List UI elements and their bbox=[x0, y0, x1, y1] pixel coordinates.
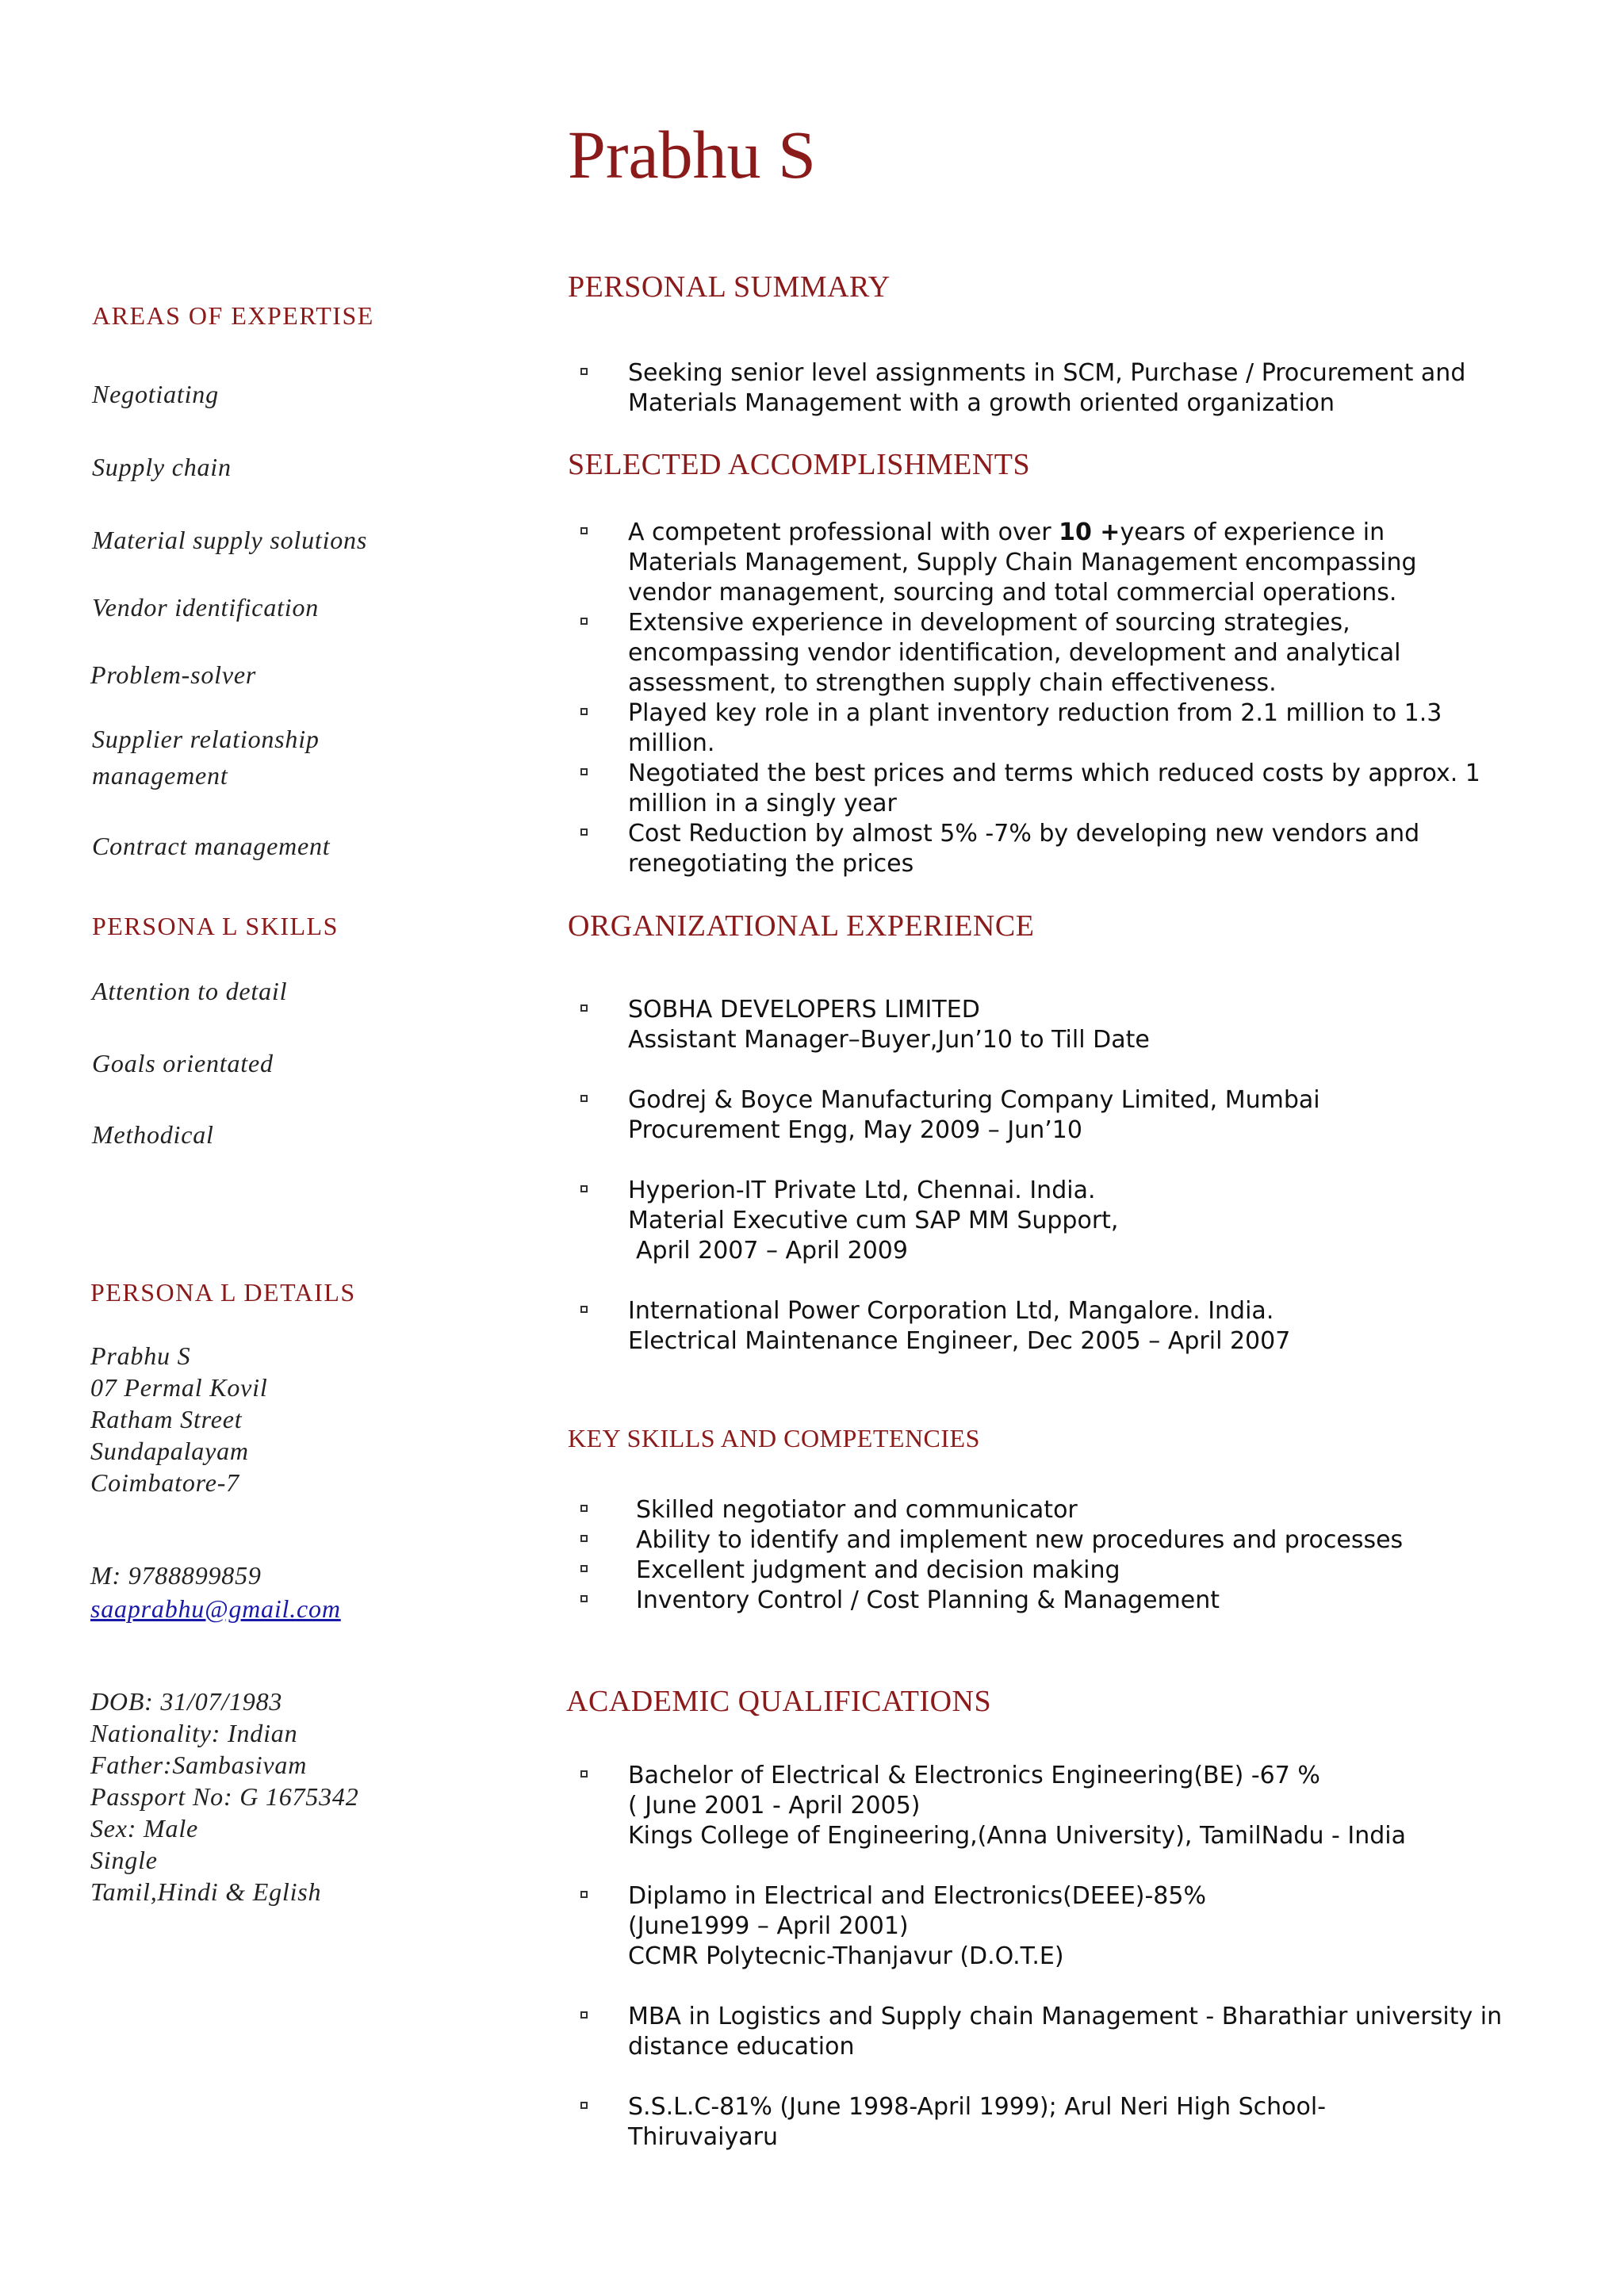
expertise-item: Material supply solutions bbox=[92, 526, 368, 554]
address-line: 07 Permal Kovil bbox=[90, 1373, 268, 1402]
email-link[interactable]: saaprabhu@gmail.com bbox=[90, 1594, 341, 1623]
accomplishments-list bbox=[580, 518, 1480, 879]
expertise-item: Supplier relationship management bbox=[92, 725, 320, 790]
contact-block bbox=[90, 1559, 341, 1625]
list-item: Inventory Control / Cost Planning & Management bbox=[580, 1586, 1403, 1616]
address-block bbox=[90, 1340, 268, 1498]
square-bullet-icon bbox=[580, 1770, 588, 1777]
mobile-number: M: 9788899859 bbox=[90, 1561, 262, 1590]
key-skills-heading: KEY SKILLS AND COMPETENCIES bbox=[568, 1424, 980, 1452]
square-bullet-icon bbox=[580, 1535, 588, 1542]
selected-accomplishments-heading: SELECTED ACCOMPLISHMENTS bbox=[568, 448, 1031, 481]
list-item: S.S.L.C-81% (June 1998-April 1999); Arul Neri High School- Thiruvaiyaru bbox=[580, 2092, 1502, 2152]
list-item: Cost Reduction by almost 5% -7% by developing new vendors and renegotiating the prices bbox=[580, 819, 1480, 879]
square-bullet-icon bbox=[580, 1095, 588, 1102]
square-bullet-icon bbox=[580, 618, 588, 625]
list-item: Diplamo in Electrical and Electronics(DEEE)-85% (June1999 – April 2001) CCMR Polytecnic-Thanjavur (D.O.T.E) bbox=[580, 1881, 1502, 1972]
square-bullet-icon bbox=[580, 1185, 588, 1192]
resume-name: Prabhu S bbox=[568, 117, 816, 193]
personal-skills-heading: PERSONA L SKILLS bbox=[92, 912, 339, 940]
expertise-item: Problem-solver bbox=[90, 660, 257, 689]
summary-list bbox=[580, 358, 1465, 419]
list-item: Hyperion-IT Private Ltd, Chennai. India. Material Executive cum SAP MM Support, April 2007 – April 2009 bbox=[580, 1176, 1320, 1266]
organizational-experience-heading: ORGANIZATIONAL EXPERIENCE bbox=[568, 909, 1035, 943]
expertise-item: Contract management bbox=[92, 832, 331, 860]
skill-item: Attention to detail bbox=[92, 977, 288, 1005]
list-item: Played key role in a plant inventory reduction from 2.1 million to 1.3 million. bbox=[580, 698, 1480, 759]
areas-of-expertise-heading: AREAS OF EXPERTISE bbox=[92, 301, 374, 330]
square-bullet-icon bbox=[580, 1595, 588, 1602]
list-item: SOBHA DEVELOPERS LIMITED Assistant Manager–Buyer,Jun’10 to Till Date bbox=[580, 995, 1320, 1055]
list-item: Godrej & Boyce Manufacturing Company Limited, Mumbai Procurement Engg, May 2009 – Jun’10 bbox=[580, 1085, 1320, 1146]
list-item: Excellent judgment and decision making bbox=[580, 1556, 1403, 1586]
skill-item: Methodical bbox=[92, 1120, 214, 1149]
square-bullet-icon bbox=[580, 828, 588, 836]
square-bullet-icon bbox=[580, 768, 588, 775]
academic-qualifications-heading: ACADEMIC QUALIFICATIONS bbox=[566, 1685, 992, 1718]
address-line: Sundapalayam bbox=[90, 1437, 249, 1465]
nationality: Nationality: Indian bbox=[90, 1719, 298, 1747]
list-item: International Power Corporation Ltd, Mangalore. India. Electrical Maintenance Engineer, Dec 2005 – April 2007 bbox=[580, 1296, 1320, 1357]
square-bullet-icon bbox=[580, 1565, 588, 1572]
address-line: Prabhu S bbox=[90, 1341, 191, 1370]
sex: Sex: Male bbox=[90, 1814, 199, 1843]
expertise-item: Negotiating bbox=[92, 380, 219, 408]
square-bullet-icon bbox=[580, 1505, 588, 1512]
expertise-item: Supply chain bbox=[92, 453, 232, 481]
square-bullet-icon bbox=[580, 1004, 588, 1012]
key-skills-list bbox=[580, 1495, 1403, 1616]
expertise-item: Vendor identification bbox=[92, 593, 320, 622]
square-bullet-icon bbox=[580, 1306, 588, 1313]
address-line: Ratham Street bbox=[90, 1405, 243, 1433]
square-bullet-icon bbox=[580, 708, 588, 715]
dob: DOB: 31/07/1983 bbox=[90, 1687, 283, 1716]
list-item: A competent professional with over 10 +years of experience in Materials Management, Supply Chain Management encompassing vendor management, sourcing and total commercial operations. bbox=[580, 518, 1480, 608]
list-item: Negotiated the best prices and terms which reduced costs by approx. 1 million in a singly year bbox=[580, 759, 1480, 819]
square-bullet-icon bbox=[580, 2102, 588, 2109]
personal-details-heading: PERSONA L DETAILS bbox=[90, 1278, 356, 1307]
experience-list bbox=[580, 995, 1320, 1357]
skill-item: Goals orientated bbox=[92, 1049, 274, 1077]
father-name: Father:Sambasivam bbox=[90, 1751, 308, 1779]
list-item: Seeking senior level assignments in SCM, Purchase / Procurement and Materials Management with a growth oriented organization bbox=[580, 358, 1465, 419]
academics-list bbox=[580, 1761, 1502, 2152]
list-item: Extensive experience in development of sourcing strategies, encompassing vendor identification, development and analytical assessment, to strengthen supply chain effectiveness. bbox=[580, 608, 1480, 698]
address-line: Coimbatore-7 bbox=[90, 1468, 239, 1497]
languages: Tamil,Hindi & Eglish bbox=[90, 1877, 322, 1906]
square-bullet-icon bbox=[580, 368, 588, 375]
list-item: Bachelor of Electrical & Electronics Engineering(BE) -67 % ( June 2001 - April 2005) Kings College of Engineering,(Anna University), TamilNadu - India bbox=[580, 1761, 1502, 1851]
square-bullet-icon bbox=[580, 1891, 588, 1898]
passport-number: Passport No: G 1675342 bbox=[90, 1782, 359, 1811]
list-item: MBA in Logistics and Supply chain Management - Bharathiar university in distance education bbox=[580, 2002, 1502, 2062]
personal-info-block bbox=[90, 1686, 359, 1908]
square-bullet-icon bbox=[580, 527, 588, 534]
square-bullet-icon bbox=[580, 2011, 588, 2019]
personal-summary-heading: PERSONAL SUMMARY bbox=[568, 270, 891, 304]
list-item: Skilled negotiator and communicator bbox=[580, 1495, 1403, 1525]
list-item: Ability to identify and implement new procedures and processes bbox=[580, 1525, 1403, 1556]
marital-status: Single bbox=[90, 1846, 158, 1874]
